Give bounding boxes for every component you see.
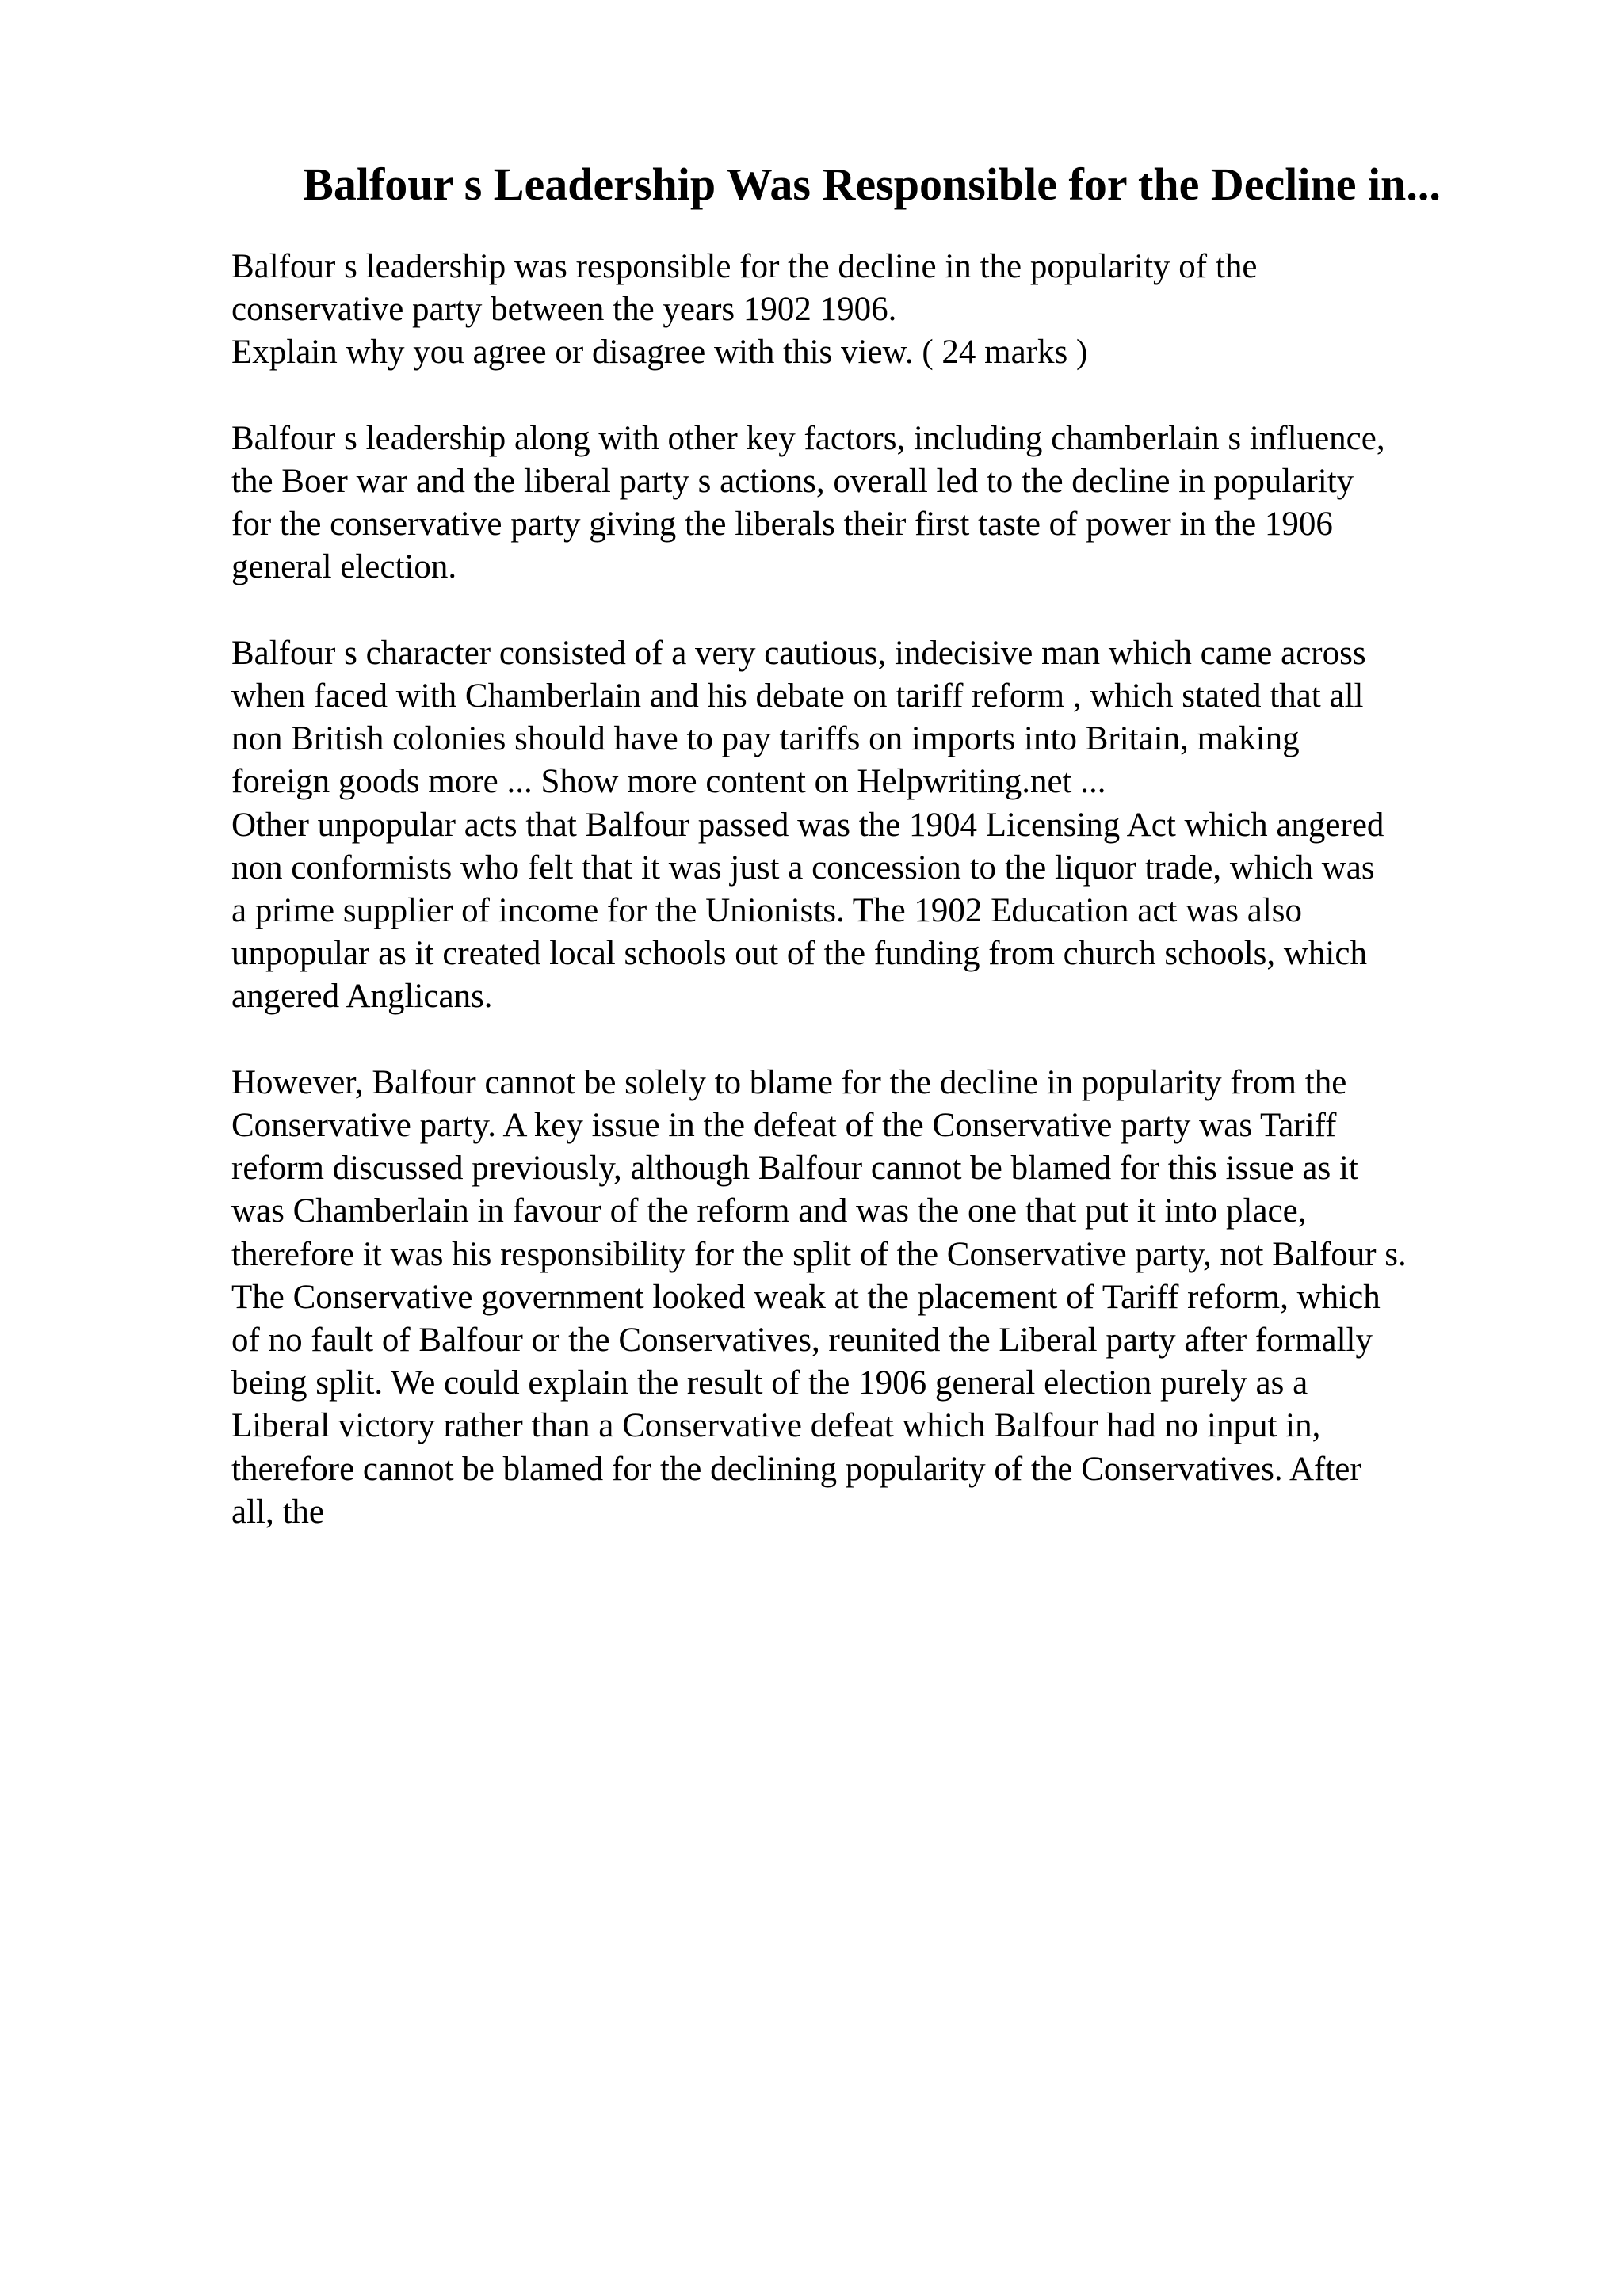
question-paragraph — [231, 246, 1594, 375]
text-line: conservative party between the years 1902 1906. — [231, 291, 897, 329]
text-line: Balfour s leadership along with other key factors, including chamberlain s influence, — [231, 419, 1385, 457]
text-line: of no fault of Balfour or the Conservatives, reunited the Liberal party after formally — [231, 1322, 1373, 1360]
paragraph-gap — [231, 375, 1594, 418]
text-line: Balfour s leadership was responsible for the decline in the popularity of the — [231, 248, 1258, 285]
text-line: non British colonies should have to pay tariffs on imports into Britain, making — [231, 720, 1300, 758]
text-line: reform discussed previously, although Balfour cannot be blamed for this issue as it — [231, 1150, 1358, 1188]
paragraph-gap — [231, 1019, 1594, 1062]
paragraph-gap — [231, 589, 1594, 632]
counterargument-paragraph — [231, 1062, 1594, 1534]
document-title: Balfour s Leadership Was Responsible for the Decline in... — [303, 158, 1441, 210]
text-line: Conservative party. A key issue in the defeat of the Conservative party was Tariff — [231, 1107, 1337, 1145]
text-line: angered Anglicans. — [231, 978, 493, 1016]
character-paragraph — [231, 632, 1594, 1019]
text-line: Explain why you agree or disagree with this view. ( 24 marks ) — [231, 334, 1088, 372]
text-line: foreign goods more ... Show more content on Helpwriting.net ... — [231, 763, 1106, 801]
text-line: the Boer war and the liberal party s actions, overall led to the decline in popularity — [231, 463, 1354, 500]
intro-paragraph — [231, 418, 1594, 589]
text-line: Balfour s character consisted of a very cautious, indecisive man which came across — [231, 634, 1366, 672]
text-line: unpopular as it created local schools out of the funding from church schools, which — [231, 935, 1367, 973]
text-line: being split. We could explain the result of the 1906 general election purely as a — [231, 1364, 1308, 1402]
text-line: general election. — [231, 548, 457, 586]
text-line: all, the — [231, 1493, 325, 1531]
text-line: was Chamberlain in favour of the reform and was the one that put it into place, — [231, 1192, 1307, 1230]
text-line: Other unpopular acts that Balfour passed was the 1904 Licensing Act which angered — [231, 806, 1384, 844]
text-line: However, Balfour cannot be solely to blame for the decline in popularity from the — [231, 1063, 1347, 1101]
document-body — [231, 246, 1594, 1534]
text-line: Liberal victory rather than a Conservative defeat which Balfour had no input in, — [231, 1407, 1321, 1445]
text-line: therefore cannot be blamed for the declining popularity of the Conservatives. After — [231, 1450, 1361, 1488]
text-line: when faced with Chamberlain and his debate on tariff reform , which stated that all — [231, 677, 1364, 715]
text-line: for the conservative party giving the liberals their first taste of power in the 1906 — [231, 505, 1333, 543]
text-line: The Conservative government looked weak at the placement of Tariff reform, which — [231, 1278, 1381, 1316]
text-line: therefore it was his responsibility for the split of the Conservative party, not Balfour s. — [231, 1235, 1407, 1273]
text-line: a prime supplier of income for the Unionists. The 1902 Education act was also — [231, 892, 1302, 930]
text-line: non conformists who felt that it was just a concession to the liquor trade, which was — [231, 849, 1375, 887]
